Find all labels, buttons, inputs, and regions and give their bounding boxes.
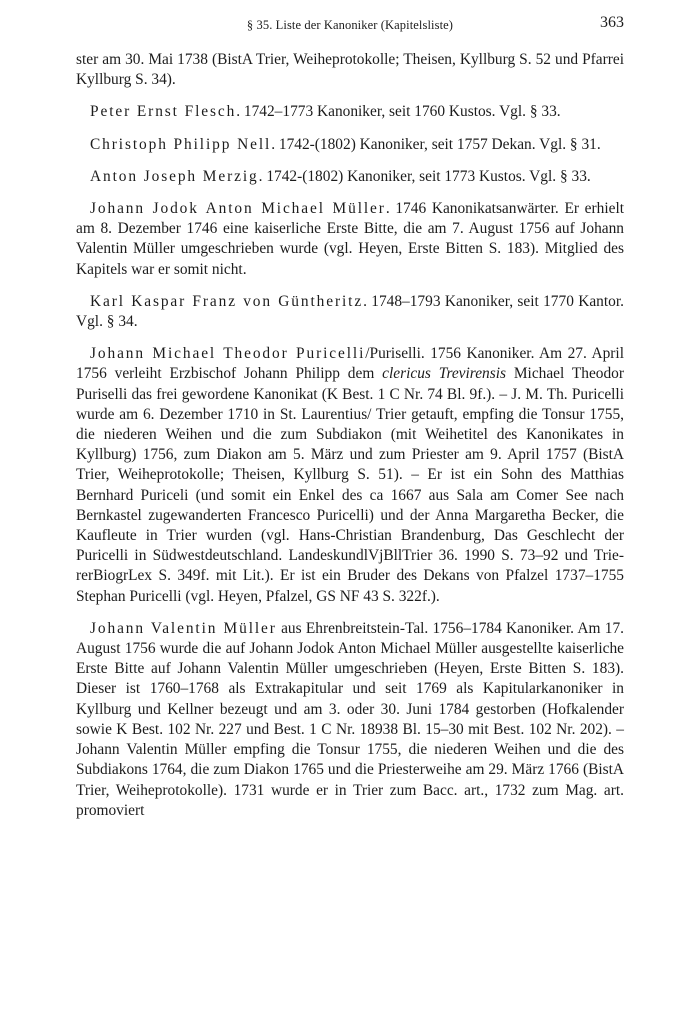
canon-entry-guentheritz [76, 292, 624, 332]
canon-entry-jodok-mueller [76, 199, 624, 280]
entry-text: . 1742–1773 Kanoniker, seit 1760 Kustos. Vgl. § 33. [236, 103, 561, 121]
body-text [76, 50, 624, 821]
canon-name: Johann Valentin Müller [90, 619, 277, 637]
canon-entry-merzig [76, 167, 624, 187]
entry-text: . 1742-(1802) Kanoniker, seit 1773 Kustos. Vgl. § 33. [258, 167, 591, 185]
running-head [76, 14, 624, 38]
entry-text: . 1746 Kanonikatsanwärter. Er erhielt am 8. Dezember 1746 eine kaiserliche Erste Bitte, die am 7. August 1756 auf Johann Valentin Müller umgeschrieben wurde (vgl. Heyen, Erste Bitten S. 183). Mitglied des Kapitels war er somit nicht. [76, 200, 624, 278]
canon-entry-puricelli [76, 344, 624, 607]
entry-text: /Puriselli. 1756 Kanoniker. Am 27. April 1756 verleiht Erzbischof Johann Philipp dem [76, 345, 624, 383]
canon-name: Christoph Philipp Nell [90, 135, 272, 153]
entry-text: . 1742-(1802) Kanoniker, seit 1757 Dekan. Vgl. § 31. [271, 135, 601, 153]
page-number: 363 [600, 14, 624, 31]
canon-name: Anton Joseph Merzig [90, 167, 259, 185]
canon-name: Karl Kaspar Franz von Güntheritz [90, 292, 364, 310]
canon-name: Johann Michael Theodor Puricelli [90, 345, 366, 363]
canon-entry-nell [76, 135, 624, 155]
canon-entry-flesch [76, 102, 624, 122]
canon-name: Johann Jodok Anton Michael Müller [90, 200, 386, 218]
canon-entry-valentin-mueller [76, 619, 624, 821]
entry-text: Michael Theodor Puriselli das frei gewordene Kanonikat (K Best. 1 C Nr. 74 Bl. 9f.). – J. M. Th. Puricelli wurde am 6. Dezember 1710 in St. Laurentius/ Trier getauft, empfing die Tonsur 1755, die niederen Weihen und die zum Subdiakon (mit Weihetitel des Kanonikates in Kyllburg) 1756, zum Diakon am 5. März und zum Priester am 9. April 1757 (BistA Trier, Weiheprotokolle; Theisen, Kyllburg S. 51). – Er ist ein Sohn des Matthias Bernhard Puriceli (und somit ein Enkel des ca 1667 aus Sala am Comer See nach Bernkastel zugewanderten Francesco Puricelli) und der Anna Margaretha Becker, die Kaufleute in Trier wurden (vgl. Hans-Christian Brandenburg, Das Geschlecht der Puricelli in Südwestdeutschland. LandeskundlVjBllTrier 36. 1990 S. 73–92 und TriererBiogrLex S. 349f. mit Lit.). Er ist ein Bruder des Dekans von Pfalzel 1737–1755 Stephan Puricelli (vgl. Heyen, Pfalzel, GS NF 43 S. 322f.). [76, 365, 624, 605]
entry-text: . 1748–1793 Kanoniker, seit 1770 Kantor. Vgl. § 34. [76, 292, 624, 331]
running-head-title: § 35. Liste der Kanoniker (Kapitelsliste) [246, 18, 454, 32]
canon-name: Peter Ernst Flesch [90, 103, 237, 121]
latin-term: clericus Trevirensis [382, 365, 506, 383]
paragraph-text: ster am 30. Mai 1738 (BistA Trier, Weiheprotokolle; Theisen, Kyllburg S. 52 und Pfarrei Kyllburg S. 34). [76, 51, 624, 89]
continuation-paragraph [76, 50, 624, 90]
entry-text: aus Ehrenbreitstein-Tal. 1756–1784 Kanoniker. Am 17. August 1756 wurde die auf Johann Jodok Anton Michael Müller ausgestellte kaiserliche Erste Bitte auf Johann Valentin Müller umgeschrieben (Heyen, Erste Bitten S. 183). Dieser ist 1760–1768 als Extrakapitular und seit 1769 als Kapitularkanoniker in Kyllburg und Kellner bezeugt und am 3. oder 30. Juni 1784 gestorben (Hofkalender sowie K Best. 102 Nr. 227 und Best. 1 C Nr. 18938 Bl. 15–30 mit Best. 102 Nr. 202). – Johann Valentin Müller empfing die Tonsur 1755, die niederen Weihen und die des Subdiakons 1764, die zum Diakon 1765 und die Priesterweihe am 29. März 1766 (BistA Trier, Weiheprotokolle). 1731 wurde er in Trier zum Bacc. art., 1732 zum Mag. art. promoviert [76, 619, 625, 819]
